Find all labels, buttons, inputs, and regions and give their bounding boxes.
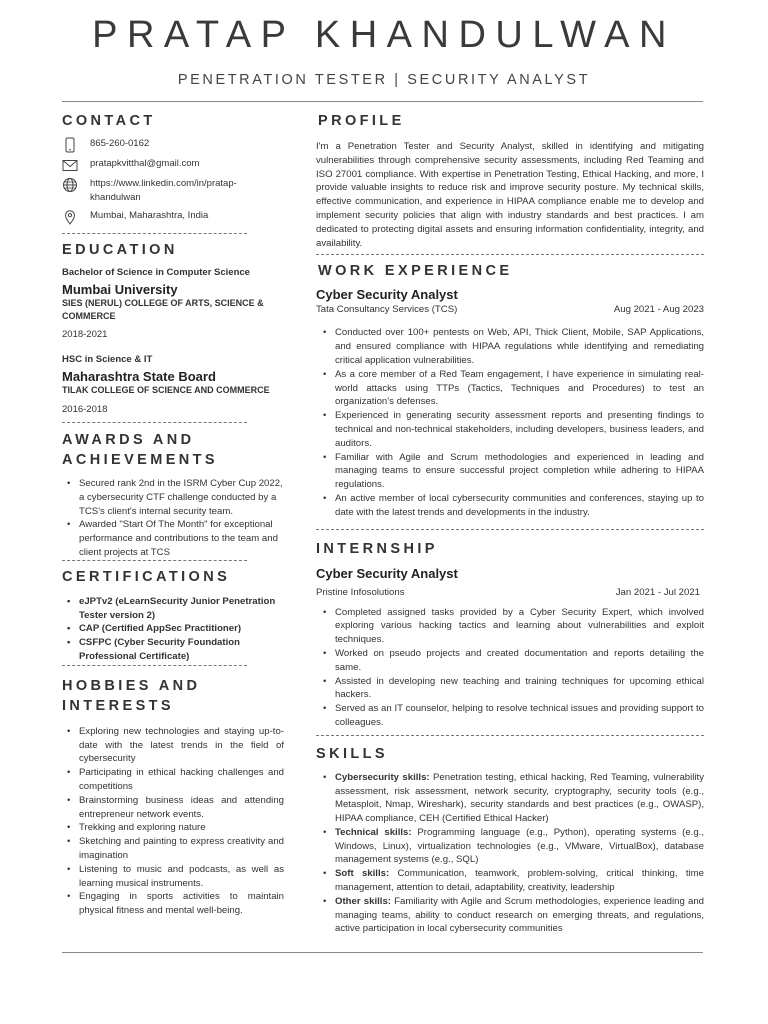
profile-title: PROFILE	[318, 113, 405, 129]
right-column	[316, 111, 704, 936]
internship-company-row	[316, 586, 704, 599]
skill-text: Communication, teamwork, problem-solving, critical thinking, time management, attention to detail, adaptability, creativity, leadership	[335, 868, 704, 894]
internship-divider	[316, 735, 704, 736]
skill-text: Familiarity with Agile and Scrum methodologies, experience leading and managing teams, ability to conduct research on emerging threats, and regulations, active participation in local cybersecurity communities	[335, 895, 704, 935]
internship-title: INTERNSHIP	[316, 540, 438, 557]
work-bullets	[316, 326, 704, 519]
education-years: 2016-2018	[62, 404, 108, 415]
contact-phone-text[interactable]: 865-260-0162	[90, 138, 150, 149]
education-institution: Maharashtra State Board	[62, 369, 216, 384]
list-item: • Familiar with Agile and Scrum methodologies and experienced in leading and managing teams to ensure successful project completion while adhering to HIPAA regulations.	[335, 451, 704, 492]
work-divider	[316, 529, 704, 530]
email-icon	[62, 157, 78, 173]
list-item: • Experienced in generating security assessment reports and presenting findings to technical and non-technical stakeholders, including developers, business leaders, and auditors.	[335, 409, 704, 450]
list-item: • Worked on pseudo projects and created documentation and reports detailing the same.	[335, 647, 704, 675]
education-title: EDUCATION	[62, 242, 178, 258]
education-entry	[62, 354, 290, 416]
work-title: WORK EXPERIENCE	[318, 263, 513, 280]
resume-subtitle: PENETRATION TESTER | SECURITY ANALYST	[177, 72, 591, 88]
skills-section	[316, 744, 704, 937]
skill-key: Other skills:	[335, 895, 391, 907]
skill-text: Programming language (e.g., Python), operating systems (e.g., Windows, Linux), virtualization technologies (e.g., VMware, VirtualBox), database management systems (e.g., SQL)	[335, 826, 705, 866]
education-entry	[62, 267, 290, 341]
awards-title-line2: ACHIEVEMENTS	[62, 452, 219, 468]
skill-key: Technical skills:	[335, 826, 412, 838]
education-institution: Mumbai University	[62, 282, 178, 297]
skill-key: Soft skills:	[335, 868, 390, 880]
contact-location-text: Mumbai, Maharashtra, India	[90, 210, 209, 221]
awards-title-line1: AWARDS AND	[62, 432, 195, 448]
list-item: • Brainstorming business ideas and attending entrepreneur network events.	[79, 794, 284, 822]
list-item: • Exploring new technologies and staying up-to-date with the latest trends in the field of cybersecurity	[79, 725, 284, 766]
list-item: • CAP (Certified AppSec Practitioner)	[79, 622, 290, 636]
skills-list	[316, 771, 704, 937]
list-item: • Listening to music and podcasts, as well as learning musical instruments.	[79, 863, 284, 891]
footer-divider	[62, 952, 703, 953]
internship-section	[316, 539, 704, 736]
contact-divider	[62, 233, 247, 234]
certifications-list	[62, 595, 290, 664]
contact-location	[62, 209, 290, 229]
contact-email	[62, 157, 290, 177]
education-degree: Bachelor of Science in Computer Science	[62, 267, 250, 278]
profile-text: I'm a Penetration Tester and Security Analyst, skilled in identifying and mitigating vulnerabilities through comprehensive security assessments, including Red Teaming and ISO 27001 compliance. With expertise in Penetration Testing, Ethical Hacking, and more, I provide valuable insights to reduce risk and improve security posture. My technical skills, effective communication, and experience in HIPAA compliance enable me to develop and implement security policies that align with industry standards and best practices. I am dedicated to protecting digital assets and ensuring information confidentiality, integrity, and availability.	[316, 141, 704, 249]
profile-divider	[316, 254, 704, 255]
awards-list	[62, 477, 290, 560]
list-item: • Trekking and exploring nature	[79, 821, 284, 835]
skills-title: SKILLS	[316, 745, 388, 762]
awards-section	[62, 430, 290, 561]
contact-linkedin	[62, 177, 290, 207]
header-divider	[62, 101, 703, 102]
work-section	[316, 261, 704, 529]
hobbies-list	[62, 725, 284, 918]
work-role: Cyber Security Analyst	[316, 287, 458, 303]
certifications-section	[62, 567, 290, 666]
hobbies-title-line2: INTERESTS	[62, 697, 174, 714]
certifications-title: CERTIFICATIONS	[62, 568, 231, 585]
list-item	[335, 771, 704, 826]
list-item: • Secured rank 2nd in the ISRM Cyber Cup 2022, a cybersecurity CTF challenge conducted by a TCS's client's internal security team.	[79, 477, 290, 518]
list-item: • Conducted over 100+ pentests on Web, API, Thick Client, Mobile, SAP Applications, and ensured compliance with HIPAA regulations while identifying and remediating critical application vulnerabilities.	[335, 326, 704, 367]
education-years: 2018-2021	[62, 329, 108, 340]
list-item	[335, 895, 704, 936]
globe-icon	[62, 177, 78, 193]
list-item: • Participating in ethical hacking challenges and competitions	[79, 766, 284, 794]
certifications-divider	[62, 665, 247, 666]
list-item: • Sketching and painting to express creativity and imagination	[79, 835, 284, 863]
list-item	[335, 826, 704, 867]
list-item: • Served as an IT counselor, helping to resolve technical issues and providing support to colleagues.	[335, 702, 704, 730]
education-section	[62, 240, 290, 423]
contact-title: CONTACT	[62, 113, 156, 129]
list-item: • As a core member of a Red Team engagement, I have experience in simulating real-world attacks using TTPs (Tactics, Techniques and Procedures) to test an organization's defenses.	[335, 368, 704, 409]
list-item: • Engaging in sports activities to maintain physical fitness and mental well-being.	[79, 890, 284, 918]
work-dates: Aug 2021 - Aug 2023	[613, 304, 704, 316]
education-divider	[62, 422, 247, 423]
awards-divider	[62, 560, 247, 561]
list-item: • Assisted in developing new teaching and training techniques for upcoming ethical hackers.	[335, 675, 704, 703]
location-icon	[62, 209, 78, 225]
list-item: • eJPTv2 (eLearnSecurity Junior Penetration Tester version 2)	[79, 595, 290, 623]
work-company: Tata Consultancy Services (TCS)	[316, 304, 458, 316]
phone-icon	[62, 137, 78, 153]
list-item: • Awarded "Start Of The Month" for exceptional performance and contributions to the team and client projects at TCS	[79, 518, 290, 559]
list-item	[335, 867, 704, 895]
education-school: TILAK COLLEGE OF SCIENCE AND COMMERCE	[62, 385, 270, 395]
skill-key: Cybersecurity skills:	[335, 771, 430, 783]
hobbies-section	[62, 676, 290, 918]
contact-email-text[interactable]: pratapkvitthal@gmail.com	[90, 158, 200, 169]
profile-section	[316, 111, 704, 255]
contact-linkedin-text[interactable]: https://www.linkedin.com/in/pratap-khandulwan	[90, 178, 237, 203]
internship-role: Cyber Security Analyst	[316, 565, 458, 581]
internship-company: Pristine Infosolutions	[316, 586, 405, 598]
hobbies-title-line1: HOBBIES AND	[62, 677, 201, 694]
work-company-row	[316, 303, 704, 316]
list-item: • An active member of local cybersecurity communities and conferences, staying up to date with the latest trends and developments in the industry.	[335, 492, 704, 520]
resume-name: PRATAP KHANDULWAN	[92, 14, 676, 56]
skill-text: Penetration testing, ethical hacking, Red Teaming, vulnerability assessment, risk assessment, network security, cryptography, security tools (e.g., Metasploit, Nmap, Wireshark), security standards and best practices (e.g., OWASP), HIPAA compliance, CEH (Certified Ethical Hacker)	[335, 771, 704, 825]
internship-bullets	[316, 606, 704, 730]
internship-dates: Jan 2021 - Jul 2021	[615, 586, 700, 598]
education-school: SIES (NERUL) COLLEGE OF ARTS, SCIENCE & COMMERCE	[62, 298, 264, 321]
education-degree: HSC in Science & IT	[62, 354, 153, 365]
left-column	[62, 111, 290, 918]
list-item: • CSFPC (Cyber Security Foundation Professional Certificate)	[79, 636, 290, 664]
contact-section	[62, 111, 290, 234]
list-item: • Completed assigned tasks provided by a Cyber Security Expert, which involved exploring various hacking tactics and learning about vulnerabilities and exploit techniques.	[335, 606, 704, 647]
contact-phone	[62, 137, 290, 157]
